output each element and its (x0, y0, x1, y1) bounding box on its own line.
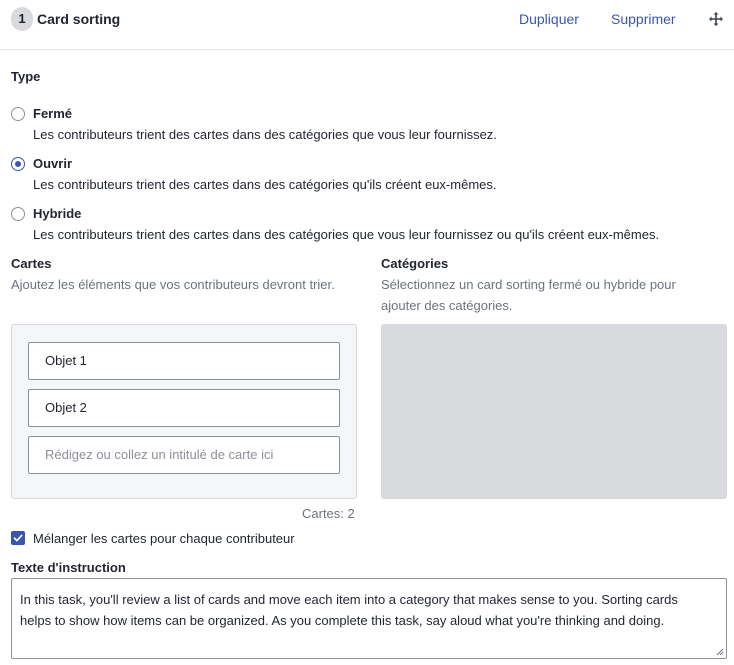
cards-title: Cartes (11, 256, 52, 271)
instruction-text-line2: helps to show how items can be organized. As you complete this task, say aloud what you're thinking and doing. (20, 613, 665, 628)
duplicate-button[interactable]: Dupliquer (519, 11, 579, 27)
step-number-badge: 1 (11, 7, 33, 31)
categories-description-line1: Sélectionnez un card sorting fermé ou hybride pour (381, 277, 676, 292)
categories-panel-disabled (381, 324, 727, 499)
cards-count: Cartes: 2 (302, 506, 355, 521)
move-icon[interactable] (709, 12, 723, 26)
radio-hybride-title: Hybride (33, 206, 82, 221)
card-item-2[interactable]: Objet 2 (28, 389, 340, 427)
radio-ferme-title: Fermé (33, 106, 73, 121)
step-header (0, 0, 734, 50)
categories-description-line2: ajouter des catégories. (381, 298, 513, 313)
cards-list-panel (11, 324, 357, 499)
radio-ouvrir-description: Les contributeurs trient des cartes dans des catégories qu'ils créent eux-mêmes. (33, 177, 497, 192)
radio-ouvrir-title: Ouvrir (33, 156, 73, 171)
step-title: Card sorting (37, 11, 121, 27)
type-section-label: Type (11, 69, 41, 84)
radio-hybride-description: Les contributeurs trient des cartes dans des catégories que vous leur fournissez ou qu'ils créent eux-mêmes. (33, 227, 660, 242)
radio-ferme-description: Les contributeurs trient des cartes dans des catégories que vous leur fournissez. (33, 127, 497, 142)
checkmark-icon (12, 532, 24, 544)
card-item-1[interactable]: Objet 1 (28, 342, 340, 380)
instruction-textarea[interactable] (11, 578, 727, 659)
instruction-text-line1: In this task, you'll review a list of cards and move each item into a category that makes sense to you. Sorting cards (20, 592, 678, 607)
radio-hybride[interactable] (11, 207, 25, 221)
radio-ferme[interactable] (11, 107, 25, 121)
cards-description: Ajoutez les éléments que vos contributeurs devront trier. (11, 277, 335, 292)
resize-grip-icon[interactable] (716, 648, 724, 656)
new-card-input[interactable]: Rédigez ou collez un intitulé de carte ici (28, 436, 340, 474)
radio-ouvrir[interactable] (11, 157, 25, 171)
categories-title: Catégories (381, 256, 449, 271)
shuffle-label: Mélanger les cartes pour chaque contributeur (33, 531, 295, 546)
delete-button[interactable]: Supprimer (611, 11, 676, 27)
instruction-label: Texte d'instruction (11, 560, 126, 575)
shuffle-checkbox[interactable] (11, 531, 25, 545)
